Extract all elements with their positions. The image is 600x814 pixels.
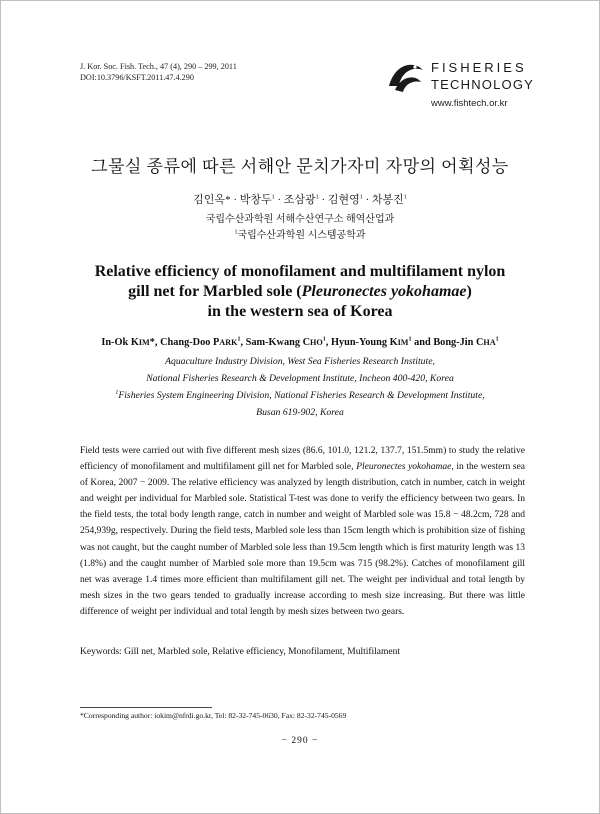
author-surname-initial: K xyxy=(389,337,398,348)
journal-header xyxy=(80,61,237,83)
logo-line2: TECHNOLOGY xyxy=(431,77,535,92)
author-mark: 1 xyxy=(495,336,499,343)
author-separator: · xyxy=(318,194,328,206)
corresponding-author-footnote: *Corresponding author: iokim@nfrdi.go.kr, Tel: 82-32-745-0630, Fax: 82-32-745-0569 xyxy=(80,711,347,720)
author-separator: · xyxy=(230,194,240,206)
title-line xyxy=(61,282,539,302)
author-mark: 1 xyxy=(359,194,363,201)
korean-affiliation: 국립수산과학원 서해수산연구소 해역산업과 xyxy=(205,214,395,225)
journal-url: www.fishtech.or.kr xyxy=(431,98,508,109)
affiliation-line xyxy=(61,404,539,421)
english-affiliations xyxy=(61,353,539,421)
footnote-divider xyxy=(80,707,212,708)
fish-swirl-icon xyxy=(389,65,423,92)
english-authors: In-Ok KIM*, Chang-Doo PARK$^1$, Sam-Kwang CHO$^1$, Hyun-Young KIM$^1$ and Bong-Jin CHA$^1$ xyxy=(101,336,499,348)
abstract-text: , in the western sea of Korea, 2007 − 2009. The relative efficiency was analyzed by length distribution, catch in number, catch in weight and weight per individual for Marbled sole. Statistical T-test was done to verify the efficiency between two gears. In the field tests, the total body length range, catch in number and weight of Marbled sole was 15.8 − 48.2cm, 728 and 254,939g, respectively. During the field tests, Marbled sole less than 15cm length which is prohibition size of fishing was not caught, but the caught number of Marbled sole less than 19.5cm length which is first maturity length was 13 (1.8%) and the caught number of Marbled sole more than 19.5cm was 715 (98.2%). Catches of monofilament gill net was average 1.4 times more efficient than multifilament gill net. The weight per individual and total length by mesh sizes in the two gears tended to gradually increase according to mesh size increasing. But there was little difference of weight per individual and total length by mesh sizes between two gears. xyxy=(80,462,526,617)
author-separator: · xyxy=(274,194,284,206)
affiliation-line xyxy=(61,387,539,404)
title-line: Relative efficiency of monofilament and multifilament nylon xyxy=(94,263,506,280)
author-mark: 1 xyxy=(403,194,407,201)
author-first-name: In-Ok xyxy=(101,337,131,348)
page-number: − 290 − xyxy=(281,736,319,746)
author-separator: · xyxy=(362,194,372,206)
korean-affiliation xyxy=(1,226,599,241)
author-first-name: Bong-Jin xyxy=(433,337,476,348)
title-text: ) xyxy=(466,283,472,300)
author-first-name: Hyun-Young xyxy=(330,337,390,348)
author-mark: 1 xyxy=(315,194,319,201)
abstract-text: Field tests were carried out with five different mesh sizes (86.6, 101.0, 121.2, 137.7, 151.5mm) to study the relative efficiency of monofilament and multifilament gill net for Marbled sole, xyxy=(80,446,525,473)
author-name: 조삼광 xyxy=(283,194,316,206)
author-mark: 1 xyxy=(322,336,326,343)
author-mark: * xyxy=(225,194,231,206)
author-surname-initial: P xyxy=(213,337,220,348)
keywords: Keywords: Gill net, Marbled sole, Relative efficiency, Monofilament, Multifilament xyxy=(80,647,401,657)
author-surname-rest: HA xyxy=(483,338,496,347)
affiliation-mark: 1 xyxy=(115,389,119,396)
author-first-name: Chang-Doo xyxy=(160,337,213,348)
author-surname-rest: IM xyxy=(397,338,409,347)
affiliation-text: Busan 619-902, Korea xyxy=(256,407,344,418)
citation-line: J. Kor. Soc. Fish. Tech., 47 (4), 290 – 299, 2011 xyxy=(80,62,237,71)
affiliation-text: Aquaculture Industry Division, West Sea Fisheries Research Institute, xyxy=(165,356,435,367)
author-surname-rest: HO xyxy=(310,338,323,347)
title-text: gill net for Marbled sole ( xyxy=(128,283,302,300)
author-surname-rest: IM xyxy=(138,338,150,347)
species-name: Pleuronectes yokohamae xyxy=(356,462,452,473)
affiliation-text: 국립수산과학원 시스템공학과 xyxy=(237,230,366,241)
affiliation-line xyxy=(61,370,539,387)
english-title xyxy=(61,262,539,322)
species-name: Pleuronectes yokohamae xyxy=(301,283,467,300)
author-name: 김인옥 xyxy=(193,194,226,206)
author-surname-initial: K xyxy=(130,337,139,348)
affiliation-text: Fisheries System Engineering Division, National Fisheries Research & Development Institute, xyxy=(118,390,485,401)
logo-line1: FISHERIES xyxy=(431,60,527,75)
abstract xyxy=(80,443,525,620)
affiliation-line xyxy=(61,353,539,370)
author-surname-initial: C xyxy=(302,337,311,348)
author-mark: * xyxy=(149,337,155,348)
author-name: 박창두 xyxy=(239,194,272,206)
title-line: in the western sea of Korea xyxy=(207,303,393,320)
korean-authors xyxy=(1,191,599,207)
author-name: 김현영 xyxy=(327,194,360,206)
author-first-name: Sam-Kwang xyxy=(245,337,303,348)
affiliation-text: National Fisheries Research & Development Institute, Incheon 400-420, Korea xyxy=(146,373,454,384)
author-name: 차봉진 xyxy=(371,194,404,206)
author-surname-initial: C xyxy=(475,337,484,348)
doi-line: DOI:10.3796/KSFT.2011.47.4.290 xyxy=(80,73,194,82)
author-mark: 1 xyxy=(237,336,241,343)
author-mark: 1 xyxy=(271,194,275,201)
author-surname-rest: ARK xyxy=(219,338,238,347)
korean-title: 그물실 종류에 따른 서해안 문치가자미 자망의 어획성능 xyxy=(91,157,509,176)
affiliation-mark: 1 xyxy=(234,229,238,236)
author-mark: 1 xyxy=(408,336,412,343)
